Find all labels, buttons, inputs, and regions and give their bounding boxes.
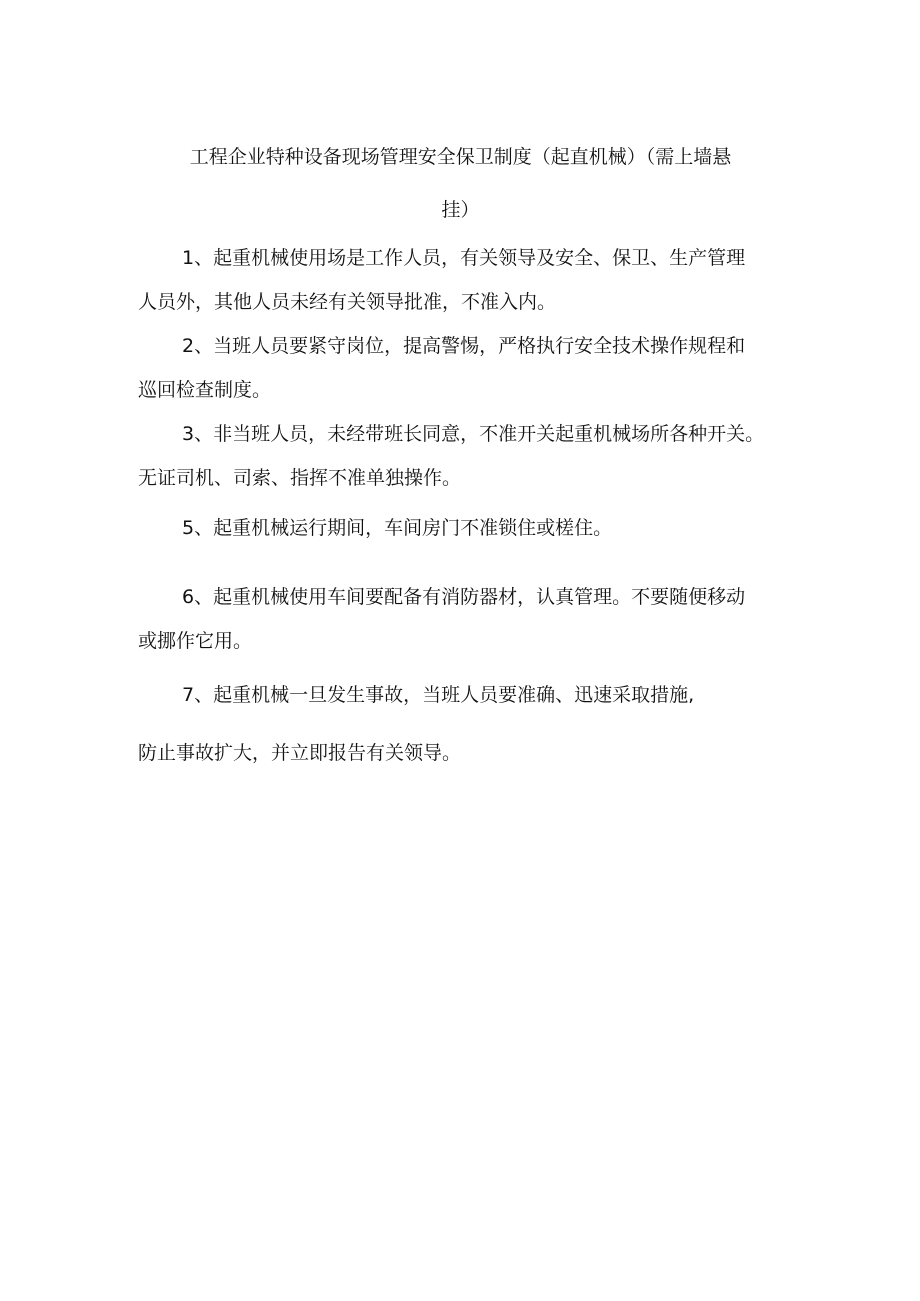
rule-7-line-2: 防止事故扩大，并立即报告有关领导。: [138, 742, 462, 764]
rule-5-line-1: 5、起重机械运行期间，车间房门不准锁住或槎住。: [182, 517, 613, 539]
document-title-line-1: 工程企业特种设备现场管理安全保卫制度（起直机械）（需上墙悬: [189, 146, 732, 168]
rule-3-line-1: 3、非当班人员，未经带班长同意，不准开关起重机械场所各种开关。: [182, 423, 765, 445]
rule-1-line-2: 人员外，其他人员未经有关领导批准，不准入内。: [138, 291, 557, 313]
rule-6-line-2: 或挪作它用。: [138, 630, 253, 652]
document-title-line-2: 挂）: [441, 199, 480, 221]
rule-2-line-2: 巡回检查制度。: [138, 379, 272, 401]
rule-2-line-1: 2、当班人员要紧守岗位，提高警惕，严格执行安全技术操作规程和: [182, 335, 746, 357]
rule-3-line-2: 无证司机、司索、指挥不准单独操作。: [138, 467, 462, 489]
rule-7-line-1: 7、起重机械一旦发生事故，当班人员要准确、迅速采取措施,: [182, 684, 695, 706]
rule-6-line-1: 6、起重机械使用车间要配备有消防器材，认真管理。不要随便移动: [182, 586, 746, 608]
rule-1-line-1: 1、起重机械使用场是工作人员，有关领导及安全、保卫、生产管理: [182, 247, 746, 269]
